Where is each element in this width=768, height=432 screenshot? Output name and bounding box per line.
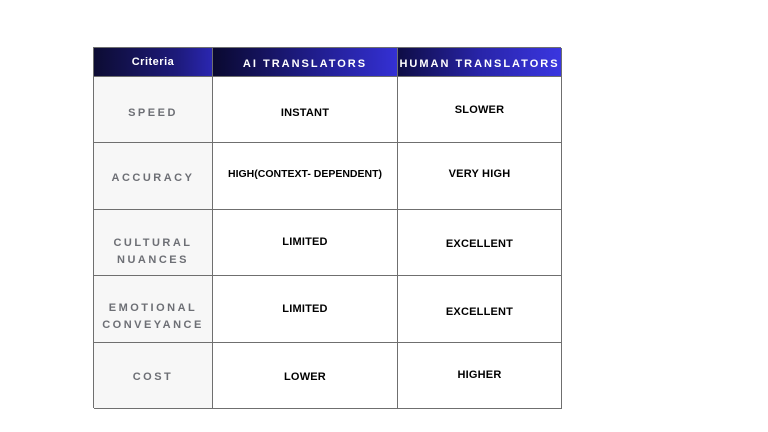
human-value-cultural-nuances: EXCELLENT [398, 210, 562, 276]
criteria-cost: COST [94, 343, 213, 409]
human-value-emotional-conveyance: EXCELLENT [398, 276, 562, 343]
criteria-speed: SPEED [94, 77, 213, 143]
criteria-accuracy: ACCURACY [94, 143, 213, 210]
header-human-translators: HUMAN TRANSLATORS [398, 48, 562, 77]
comparison-table [93, 47, 561, 408]
human-value-speed: SLOWER [398, 77, 562, 143]
criteria-cultural-nuances: CULTURAL NUANCES [94, 210, 213, 276]
header-ai-translators: AI TRANSLATORS [213, 48, 398, 77]
criteria-emotional-conveyance: EMOTIONAL CONVEYANCE [94, 276, 213, 343]
ai-value-accuracy: HIGH(CONTEXT- DEPENDENT) [213, 143, 398, 210]
header-criteria: Criteria [94, 48, 213, 77]
ai-value-cultural-nuances: LIMITED [213, 210, 398, 276]
ai-value-speed: INSTANT [213, 77, 398, 143]
ai-value-cost: LOWER [213, 343, 398, 409]
human-value-cost: HIGHER [398, 343, 562, 409]
ai-value-emotional-conveyance: LIMITED [213, 276, 398, 343]
human-value-accuracy: VERY HIGH [398, 143, 562, 210]
